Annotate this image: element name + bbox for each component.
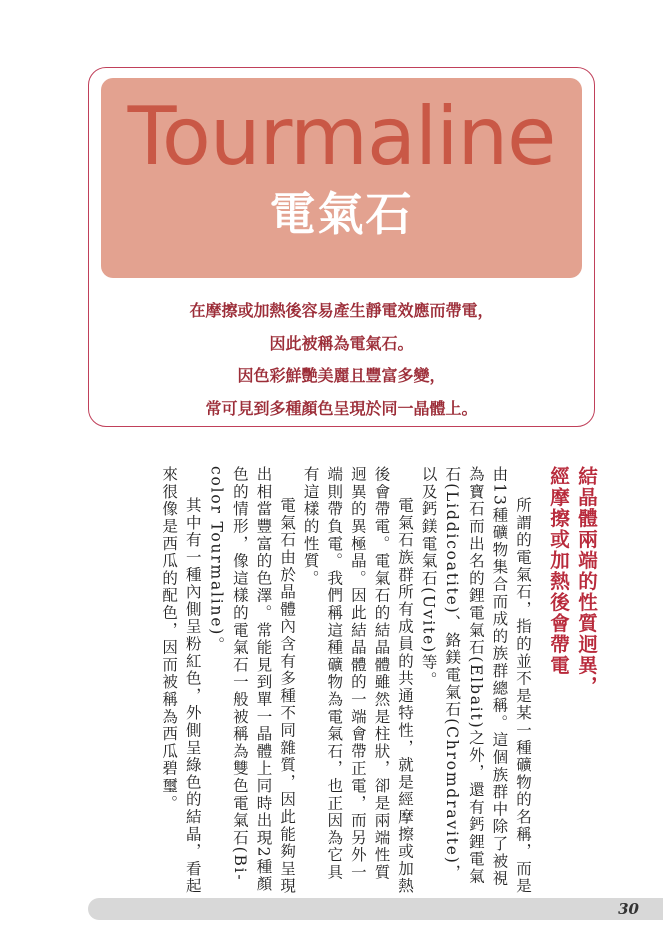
- paragraph: 其中有一種內側呈粉紅色，外側呈綠色的結晶，看起來很像是西瓜的配色，因而被稱為西瓜碧璽。: [160, 466, 202, 895]
- paragraph: 電氣石由於晶體內含有多種不同雜質，因此能夠呈現出相當豐富的色澤。常能見到單一晶體上同時出現2種顏色的情形，像這樣的電氣石一般被稱為雙色電氣石(Bi-color Tourmaline)。: [207, 466, 297, 895]
- article-body: [110, 466, 600, 896]
- title-panel: [101, 78, 582, 278]
- paragraph: 電氣石族群所有成員的共通特性，就是經摩擦或加熱後會帶電。電氣石的結晶體雖然是柱狀，卻是兩端性質迥異的異極晶。因此結晶體的一端會帶正電，而另外一端則帶負電。我們稱這種礦物為電氣石，也正因為它具有這樣的性質。: [301, 466, 415, 895]
- section-heading: [544, 466, 600, 896]
- section-heading-line: 結晶體兩端的性質迥異，: [575, 466, 598, 697]
- intro-line: 常可見到多種顏色呈現於同一晶體上。: [205, 398, 478, 418]
- intro-text: [101, 295, 582, 425]
- title-chinese: 電氣石: [269, 187, 414, 241]
- paragraph: 所謂的電氣石，指的並不是某一種礦物的名稱，而是由13種礦物集合而成的族群總稱。這個族群中除了被視為寶石而出名的鋰電氣石(Elbait)之外，還有鈣鋰電氣石(Liddicoatite)、鉻鎂電氣石(Chromdravite)，以及鈣鎂電氣石(Uvite)等。: [419, 466, 532, 895]
- section-heading-line: 經摩擦或加熱後會帶電: [547, 466, 570, 676]
- intro-line: 在摩擦或加熱後容易產生靜電效應而帶電，: [189, 301, 494, 320]
- page-number: 30: [618, 900, 639, 918]
- title-english: Tourmaline: [127, 90, 556, 183]
- intro-line: 因色彩鮮艷美麗且豐富多變，: [237, 366, 446, 385]
- footer-bar: [88, 898, 663, 920]
- intro-line: 因此被稱為電氣石。: [269, 333, 414, 353]
